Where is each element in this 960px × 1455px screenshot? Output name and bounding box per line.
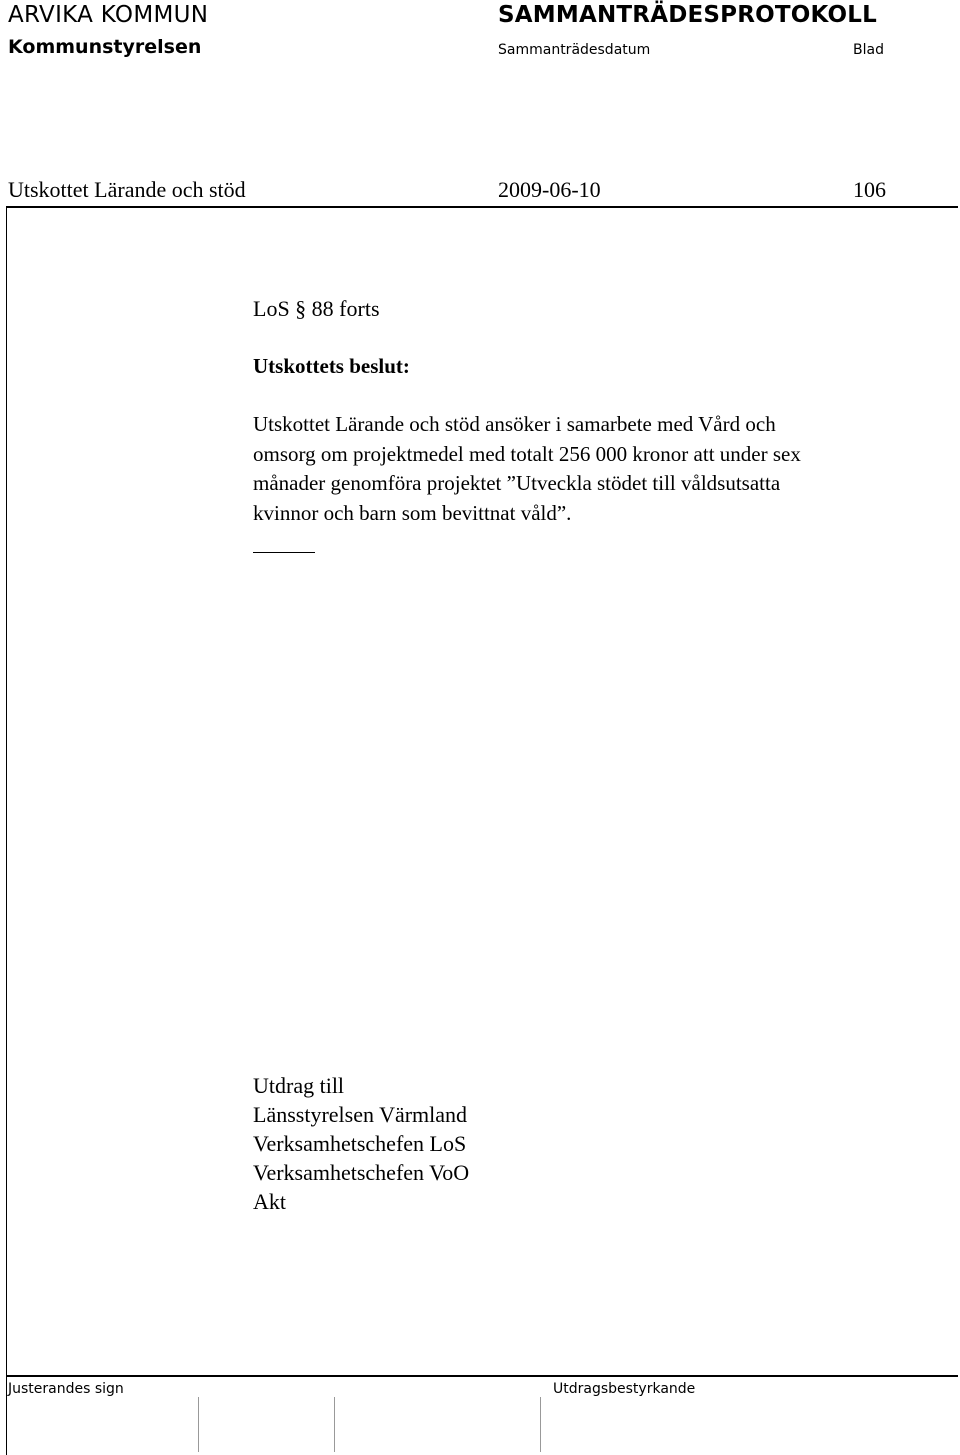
decision-line: Utskottet Lärande och stöd ansöker i samarbete med Vård och [253,412,776,436]
page-label: Blad [853,42,884,58]
section-reference: LoS § 88 forts [253,296,380,321]
committee-name: Utskottet Lärande och stöd [8,177,246,202]
organization-name: ARVIKA KOMMUN [8,2,209,28]
meeting-date: 2009-06-10 [498,177,601,202]
decision-line: månader genomföra projektet ”Utveckla stödet till våldsutsatta [253,471,781,495]
distribution-recipient: Verksamhetschefen LoS [253,1131,467,1156]
distribution-recipient: Länsstyrelsen Värmland [253,1102,468,1127]
extract-certification-label: Utdragsbestyrkande [553,1381,696,1397]
document-type: SAMMANTRÄDESPROTOKOLL [498,2,877,28]
distribution-heading: Utdrag till [253,1073,345,1098]
footer-divider-3 [540,1397,541,1452]
decision-line: kvinnor och barn som bevittnat våld”. [253,500,572,525]
decision-line: omsorg om projektmedel med totalt 256 000 kronor att under sex [253,441,801,466]
header-divider [6,206,958,208]
decision-heading: Utskottets beslut: [253,354,410,378]
distribution-recipient: Akt [253,1189,286,1214]
left-margin-line [6,206,7,1455]
page-number: 106 [853,177,886,202]
section-end-rule [253,552,315,553]
distribution-recipient: Verksamhetschefen VoO [253,1160,470,1185]
meeting-date-label: Sammanträdesdatum [498,42,651,58]
signature-label: Justerandes sign [8,1381,124,1397]
footer-divider-2 [334,1397,335,1452]
decision-text [253,410,933,528]
footer-divider-1 [198,1397,199,1452]
department-name: Kommunstyrelsen [8,36,202,58]
distribution-list [253,1071,469,1216]
footer-divider [6,1375,958,1377]
